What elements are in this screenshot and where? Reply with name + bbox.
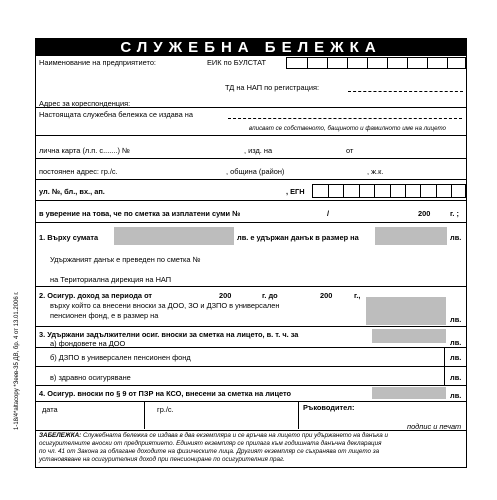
row3c-lv: лв.	[450, 373, 462, 382]
row2-200b: 200	[320, 291, 333, 300]
note-line-3: по чл. 41 от Закона за облагане доходите на физическите лица. Другият екземпляр се съхранява от лицето за	[39, 448, 380, 455]
tax-account-label: Удържаният данък е преведен по сметка №	[50, 255, 201, 264]
slash: /	[327, 209, 330, 218]
row2-g: г.,	[354, 291, 361, 300]
row4-label: 4. Осигур. вноски по § 9 от ПЗР на КСО, внесени за сметка на лицето	[39, 389, 292, 398]
row3-c: в) здравно осигуряване	[50, 373, 131, 382]
row1-lv: лв.	[450, 233, 462, 242]
employer-name-label: Наименование на предприятието:	[39, 58, 156, 67]
confirm-label: в уверение на това, че по сметка за изплатени суми №	[39, 209, 241, 218]
row3-title: 3. Удържани задължителни осиг. вноски за сметка на лицето, в. т. ч. за	[39, 330, 299, 339]
side-print-code: 1-18/4*altacopy *Зеев-35 ДВ, бр. 4 от 13.01.2006 г.	[14, 291, 20, 430]
from-label: от	[346, 146, 354, 155]
row4-lv: лв.	[450, 391, 462, 400]
row3-lv: лв.	[450, 338, 462, 347]
egn-label: , ЕГН	[286, 187, 305, 196]
row4-field[interactable]	[372, 387, 446, 399]
note-line-1	[39, 432, 388, 440]
row2-amount-field[interactable]	[366, 297, 446, 325]
nap-region-field[interactable]	[348, 91, 463, 92]
director-label: Ръководител:	[303, 403, 355, 412]
row1-text: лв. е удържан данък в размер на	[237, 233, 359, 242]
row2-do: г. до	[262, 291, 278, 300]
row2-line2: върху който са внесени вноски за ДОО, ЗО и ДЗПО в универсален	[50, 301, 280, 310]
row2-title: 2. Осигур. доход за периода от	[39, 291, 153, 300]
id-card-label: лична карта (л.п. с.......) №	[39, 146, 130, 155]
address-label: Адрес за кореспонденция:	[39, 99, 131, 108]
nap-directorate-label: на Териториална дирекция на НАП	[50, 275, 172, 284]
note-line-4: установяване на осигурителния доход при пенсиониране по осигурителния праг.	[39, 456, 285, 463]
row1-tax-field[interactable]	[375, 227, 447, 245]
form-title: СЛУЖЕБНА БЕЛЕЖКА	[36, 39, 466, 56]
issued-label: , изд. на	[244, 146, 273, 155]
note-line-2: осигурителните вноски от предприятието. Единият екземпляр се прилага към годишната данъчна декларация	[39, 440, 382, 447]
nap-region-label: ТД на НАП по регистрация:	[225, 83, 320, 92]
row1-sum-field[interactable]	[114, 227, 234, 245]
row2-line3: пенсионен фонд, е в размер на	[50, 311, 159, 320]
municipality-label: , община (район)	[226, 167, 285, 176]
row3-b: б) ДЗПО в универсален пенсионен фонд	[50, 353, 191, 362]
row3-a: а) фондовете на ДОО	[50, 339, 126, 348]
row2-lv: лв.	[450, 315, 462, 324]
service-note-form	[35, 38, 467, 468]
date-label: дата	[42, 405, 58, 414]
year-suffix: г. ;	[450, 209, 459, 218]
row3b-lv: лв.	[450, 353, 462, 362]
person-name-field[interactable]	[228, 118, 462, 119]
row2-200a: 200	[219, 291, 232, 300]
row3-total-field[interactable]	[372, 329, 446, 343]
street-label: ул. №, бл., вх., ап.	[39, 187, 105, 196]
quarter-label: , ж.к.	[367, 167, 384, 176]
issued-to-label: Настоящата служебна бележка се издава на	[39, 110, 193, 119]
row1-label: 1. Върху сумата	[39, 233, 99, 242]
eik-label: ЕИК по БУЛСТАТ	[207, 58, 266, 67]
year-200: 200	[418, 209, 431, 218]
perm-address-label: постоянен адрес: гр./с.	[39, 167, 118, 176]
note-text-1: Служебната бележка се издава в два екземпляра и се връчва на лицето при удържането на данъка и	[81, 432, 389, 439]
egn-boxes[interactable]	[312, 184, 466, 198]
note-label: ЗАБЕЛЕЖКА:	[39, 432, 82, 439]
eik-boxes[interactable]	[286, 57, 466, 69]
sign-label: подпис и печат	[407, 422, 462, 431]
city-label: гр./с.	[157, 405, 174, 414]
name-hint: вписват се собственото, бащиното и фамилното име на лицето	[249, 125, 446, 132]
